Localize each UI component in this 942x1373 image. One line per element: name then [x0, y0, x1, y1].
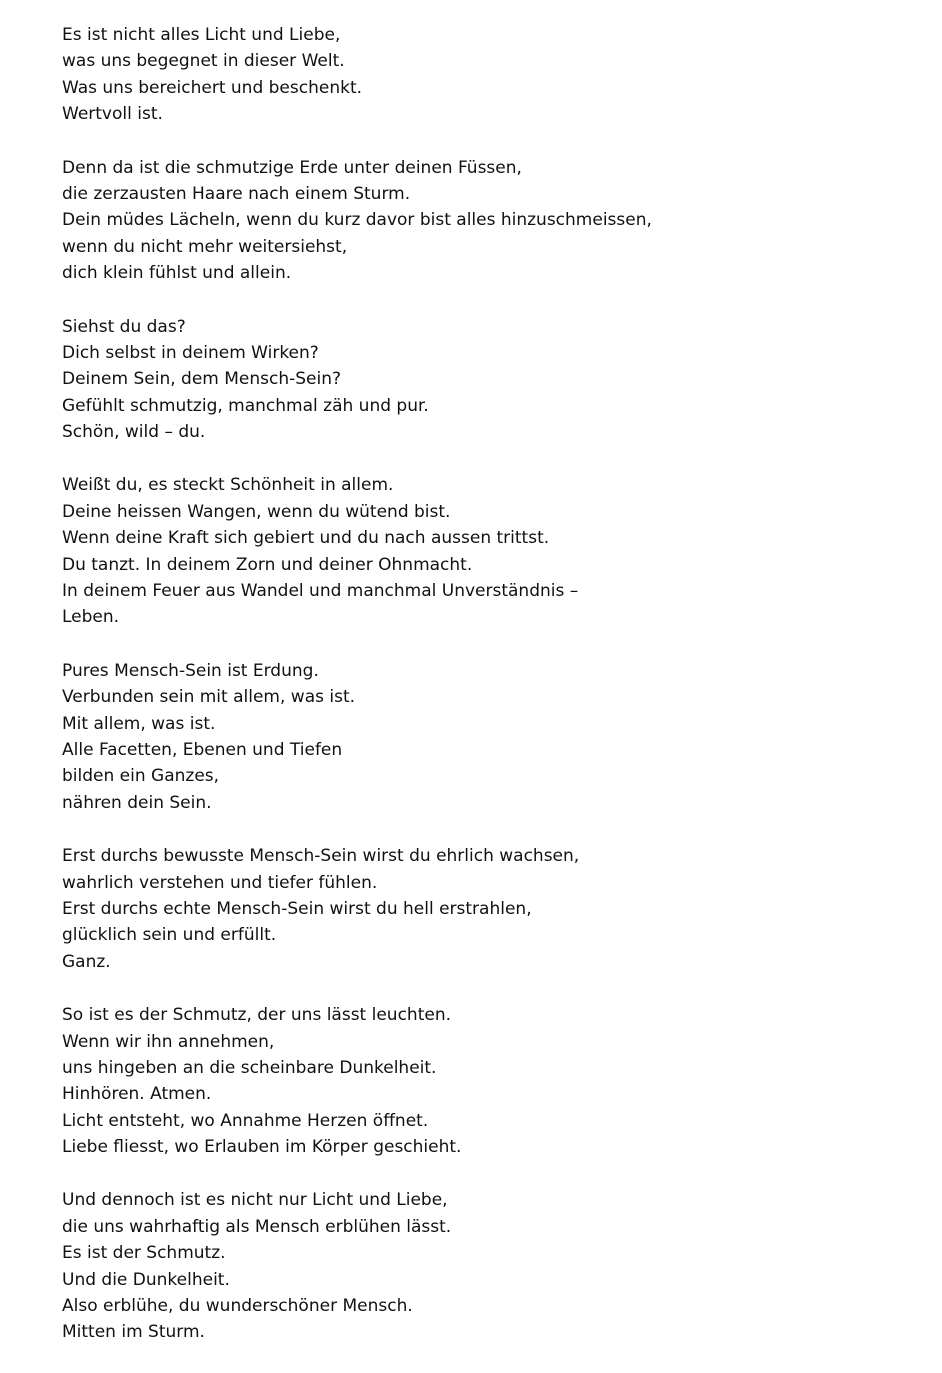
stanza-6 [62, 843, 902, 975]
stanza-3 [62, 314, 902, 446]
poem-line: glücklich sein und erfüllt. [62, 925, 277, 946]
poem-line: In deinem Feuer aus Wandel und manchmal Unverständnis – [62, 581, 579, 602]
poem-line: Deinem Sein, dem Mensch-Sein? [62, 369, 342, 390]
poem-line: Es ist nicht alles Licht und Liebe, [62, 25, 341, 45]
poem-line: Und die Dunkelheit. [62, 1269, 230, 1290]
poem-line: Was uns bereichert und beschenkt. [62, 77, 363, 98]
poem-line: Ganz. [62, 951, 111, 972]
poem-line: nähren dein Sein. [62, 792, 212, 813]
poem-line: bilden ein Ganzes, [62, 766, 220, 787]
poem-line: Erst durchs echte Mensch-Sein wirst du hell erstrahlen, [62, 898, 532, 919]
poem-line: Du tanzt. In deinem Zorn und deiner Ohnmacht. [62, 554, 473, 575]
poem-page [62, 22, 902, 1373]
poem-line: Gefühlt schmutzig, manchmal zäh und pur. [62, 395, 429, 416]
stanza-5 [62, 658, 902, 816]
poem-line: wenn du nicht mehr weitersiehst, [62, 236, 348, 257]
stanza-1 [62, 22, 902, 128]
poem-line: Erst durchs bewusste Mensch-Sein wirst du ehrlich wachsen, [62, 846, 580, 867]
poem-line: uns hingeben an die scheinbare Dunkelheit. [62, 1057, 437, 1078]
poem-line: Denn da ist die schmutzige Erde unter deinen Füssen, [62, 157, 522, 178]
poem-line: Mitten im Sturm. [62, 1322, 205, 1343]
poem-line: Schön, wild – du. [62, 422, 206, 443]
stanza-4 [62, 472, 902, 630]
stanza-8 [62, 1187, 902, 1345]
poem-line: Weißt du, es steckt Schönheit in allem. [62, 475, 394, 496]
poem-line: Wenn deine Kraft sich gebiert und du nach aussen trittst. [62, 528, 550, 549]
poem-line: Und dennoch ist es nicht nur Licht und Liebe, [62, 1190, 448, 1211]
poem-line: Dein müdes Lächeln, wenn du kurz davor bist alles hinzuschmeissen, [62, 210, 652, 231]
poem-line: Mit allem, was ist. [62, 713, 216, 734]
poem-line: die zerzausten Haare nach einem Sturm. [62, 183, 411, 204]
poem-line: die uns wahrhaftig als Mensch erblühen lässt. [62, 1216, 452, 1237]
poem-line: Hinhören. Atmen. [62, 1084, 212, 1105]
poem-line: Verbunden sein mit allem, was ist. [62, 687, 356, 708]
poem-line: Licht entsteht, wo Annahme Herzen öffnet. [62, 1110, 429, 1131]
poem-line: Pures Mensch-Sein ist Erdung. [62, 660, 319, 681]
poem-line: was uns begegnet in dieser Welt. [62, 51, 345, 72]
poem-line: Dich selbst in deinem Wirken? [62, 342, 319, 363]
poem-line: Es ist der Schmutz. [62, 1243, 226, 1264]
poem-line: Wertvoll ist. [62, 104, 163, 125]
poem-line: Leben. [62, 607, 120, 628]
poem-line: dich klein fühlst und allein. [62, 263, 292, 284]
poem-line: Liebe fliesst, wo Erlauben im Körper geschieht. [62, 1137, 462, 1158]
stanza-2 [62, 155, 902, 287]
poem-line: Alle Facetten, Ebenen und Tiefen [62, 739, 343, 760]
poem-line: wahrlich verstehen und tiefer fühlen. [62, 872, 378, 893]
poem-line: Deine heissen Wangen, wenn du wütend bist. [62, 501, 451, 522]
poem-line: Wenn wir ihn annehmen, [62, 1031, 275, 1052]
poem-line: Siehst du das? [62, 316, 186, 337]
poem-line: Also erblühe, du wunderschöner Mensch. [62, 1296, 413, 1317]
poem-line: So ist es der Schmutz, der uns lässt leuchten. [62, 1005, 452, 1026]
stanza-7 [62, 1002, 902, 1160]
